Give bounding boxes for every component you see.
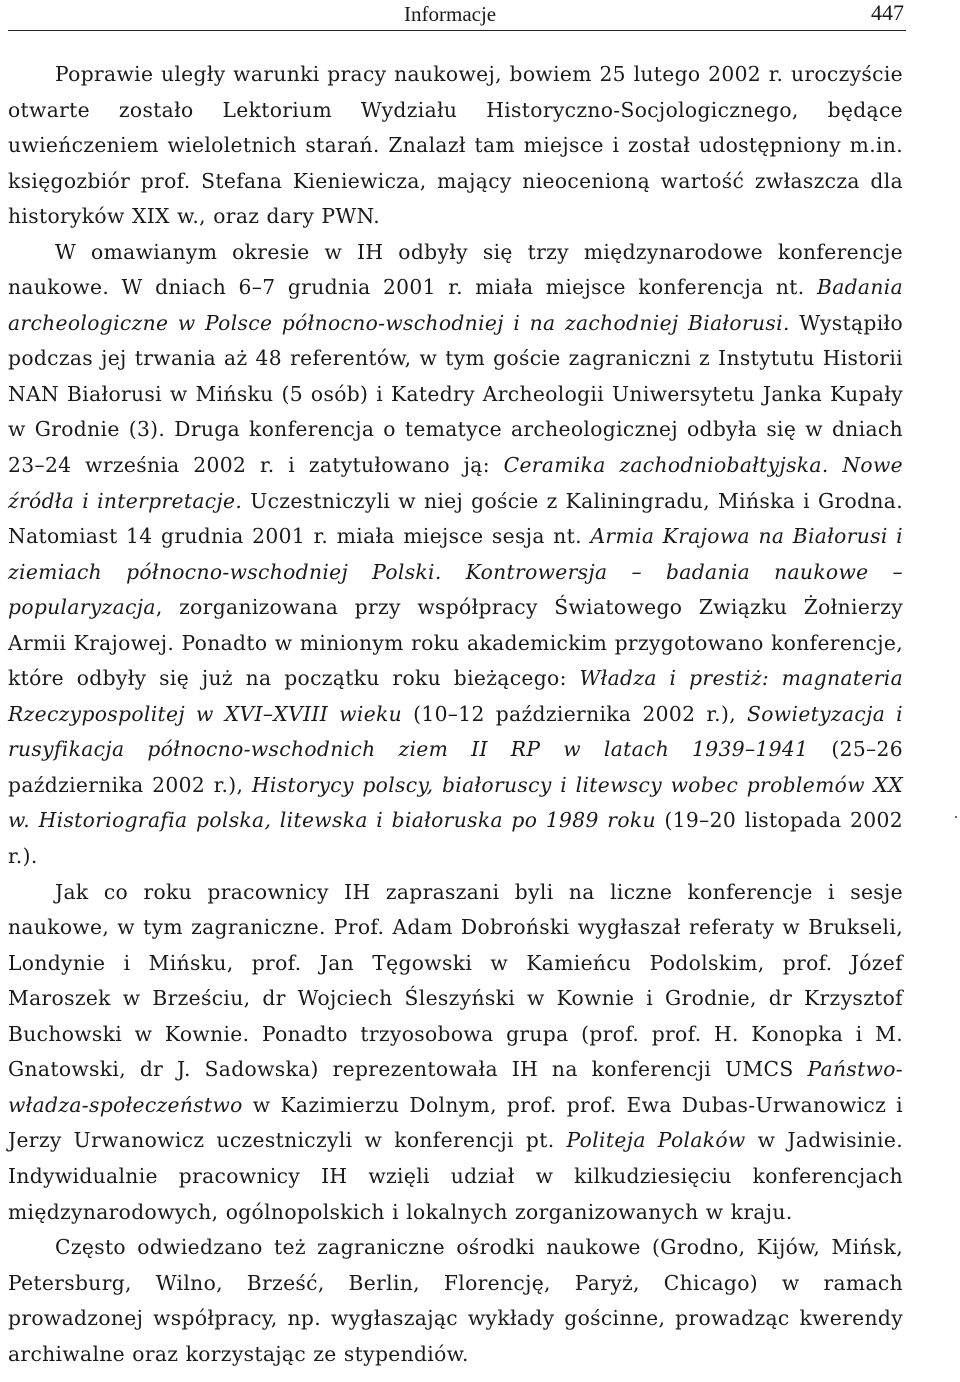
text-run: W omawianym okresie w IH odbyły się trzy międzynarodowe konferencje naukowe. W dniach 6–7 grudnia 2001 r. miała miejsce konferencja nt.	[8, 239, 903, 300]
text-run: (19–20 listopada 2002 r.).	[8, 808, 903, 869]
italic-title-text: Badania archeologiczne w Polsce północno-wschodniej i na zachodniej Białorusi.	[8, 275, 903, 335]
italic-title-text: Ceramika zachodniobałtyjska. Nowe źródła i interpretacje.	[8, 453, 903, 513]
italic-title-text: Historycy polscy, białoruscy i litewscy wobec problemów XX w. Historiografia polska, litewska i białoruska po 1989 roku	[8, 772, 903, 833]
scan-speck	[955, 816, 957, 818]
italic-title-text: Armia Krajowa na Białorusi i ziemiach północno-wschodniej Polski. Kontrowersja – badania naukowe – popularyzacja	[8, 524, 903, 620]
text-run: w Kazimierzu Dolnym, prof. prof. Ewa Dubas-Urwanowicz i Jerzy Urwanowicz uczestniczyli w konferencji pt.	[8, 1092, 903, 1153]
text-run: (25–26 października 2002 r.),	[8, 737, 903, 797]
text-run: Jak co roku pracownicy IH zapraszani byli na liczne konferencje i sesje naukowe, w tym zagraniczne. Prof. Adam Dobroński wygłaszał referaty w Brukseli, Londynie i Mińsku, prof. Jan Tęgowski w Kamieńcu Podolskim, prof. Józef Maroszek w Brześciu, dr Wojciech Śleszyński w Kownie i Grodnie, dr Krzysztof Buchowski w Kownie. Ponadto trzyosobowa grupa (prof. prof. H. Konopka i M. Gnatowski, dr J. Sadowska) reprezentowała IH na konferencji UMCS	[8, 879, 903, 1082]
text-run: Poprawie uległy warunki pracy naukowej, bowiem 25 lutego 2002 r. uroczyście otwarte zostało Lektorium Wydziału Historyczno-Socjologicznego, będące uwieńczeniem wieloletnich starań. Znalazł tam miejsce i został udostępniony m.in. księgozbiór prof. Stefana Kieniewicza, mający nieocenioną wartość zwłaszcza dla historyków XIX w., oraz dary PWN.	[8, 62, 903, 229]
paragraph	[8, 57, 903, 235]
italic-title-text: Sowietyzacja i rusyfikacja północno-wschodnich ziem II RP w latach 1939–1941	[8, 701, 903, 762]
section-title: Informacje	[404, 2, 497, 26]
body-text	[8, 57, 903, 1372]
running-header	[8, 0, 906, 31]
text-run: Wystąpiło podczas jej trwania aż 48 referentów, w tym goście zagraniczni z Instytutu Historii NAN Białorusi w Mińsku (5 osób) i Katedry Archeologii Uniwersytetu Janka Kupały w Grodnie (3). Druga konferencja o tematyce archeologicznej odbyła się w dniach 23–24 września 2002 r. i zatytułowano ją:	[8, 310, 903, 478]
text-run: (10–12 października 2002 r.),	[402, 701, 748, 726]
text-run: w Jadwisinie. Indywidualnie pracownicy IH wzięli udział w kilkudziesięciu konferencjach międzynarodowych, ogólnopolskich i lokalnych zorganizowanych w kraju.	[8, 1128, 903, 1224]
text-run: , zorganizowana przy współpracy Światowego Związku Żołnierzy Armii Krajowej. Ponadto w minionym roku akademickim przygotowano konferencje, które odbyły się już na początku roku bieżącego:	[8, 595, 903, 691]
italic-title-text: Władza i prestiż: magnateria Rzeczypospolitej w XVI–XVIII wieku	[8, 666, 903, 726]
text-run: Często odwiedzano też zagraniczne ośrodki naukowe (Grodno, Kijów, Mińsk, Petersburg, Wilno, Brześć, Berlin, Florencję, Paryż, Chicago) w ramach prowadzonej współpracy, np. wygłaszając wykłady gościnne, prowadząc kwerendy archiwalne oraz korzystając ze stypendiów.	[8, 1235, 903, 1366]
page-number: 447	[871, 0, 904, 25]
italic-title-text: Politeja Polaków	[566, 1128, 746, 1153]
italic-title-text: Państwo-władza-społeczeństwo	[8, 1057, 903, 1117]
paragraph	[8, 1230, 903, 1372]
paragraph	[8, 875, 903, 1230]
paragraph	[8, 235, 903, 875]
text-run: Uczestniczyli w niej goście z Kaliningradu, Mińska i Grodna. Natomiast 14 grudnia 2001 r. miała miejsce sesja nt.	[8, 488, 903, 549]
